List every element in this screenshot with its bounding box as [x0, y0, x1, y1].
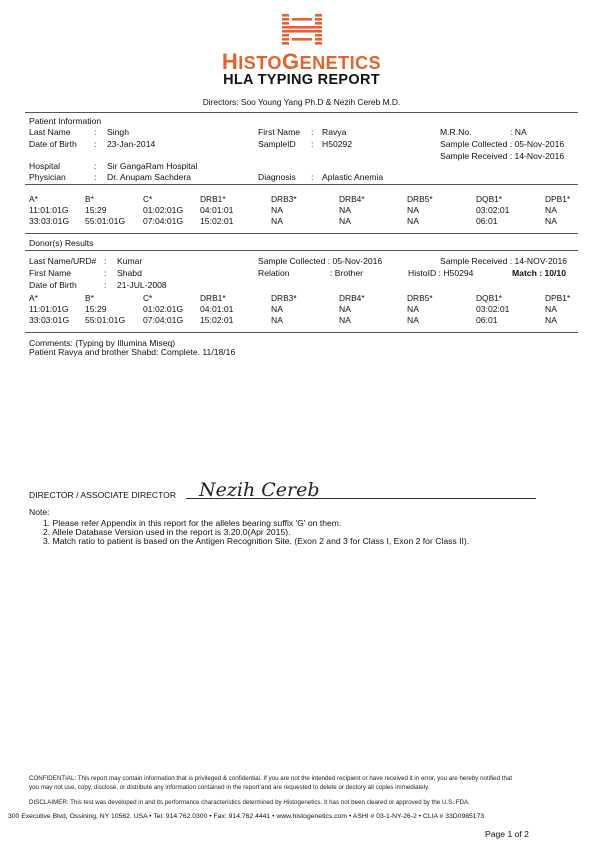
colon: :	[104, 280, 107, 290]
hla-column-header: C*	[143, 293, 153, 303]
confidential-line-2: you may not use, copy, disclose, or distribute any information contained in the report and are requested to delete or destory all copies immediately.	[29, 784, 430, 791]
colon: :	[104, 256, 107, 266]
report-title: HLA TYPING REPORT	[223, 72, 380, 88]
hla-column-header: DPB1*	[545, 293, 571, 303]
disclaimer: DISCLAIMER: This test was developed in and its performance characteristics determined by Histogenetics. It has not been cleared or approved by the U.S. FDA.	[29, 799, 470, 806]
hla-column-header: DRB5*	[407, 194, 433, 204]
hla-cell: 11:01:01G	[29, 205, 69, 215]
patient-sample-collected: Sample Collected : 05-Nov-2016	[440, 139, 565, 149]
hla-cell: NA	[339, 205, 351, 215]
hla-column-header: C*	[143, 194, 153, 204]
relation-label: Relation	[258, 268, 290, 278]
sampleid-value: H50292	[322, 139, 353, 149]
hla-cell: 01:02:01G	[143, 205, 184, 215]
hla-cell: 15:02:01	[200, 216, 234, 226]
hla-cell: NA	[545, 205, 557, 215]
hla-column-header: DQB1*	[476, 194, 503, 204]
note-item: 3. Match ratio to patient is based on the Antigen Recognition Site. (Exon 2 and 3 for Class I, Exon 2 for Class II).	[43, 536, 470, 546]
patient-last-name: Singh	[107, 127, 129, 137]
colon: :	[311, 139, 314, 149]
hla-cell: 06:01	[476, 216, 498, 226]
hla-cell: NA	[407, 315, 419, 325]
signature-label: DIRECTOR / ASSOCIATE DIRECTOR	[29, 490, 177, 500]
donor-last-name-label: Last Name/URD#	[29, 256, 97, 266]
hospital-label: Hospital	[29, 161, 61, 171]
hla-column-header: DRB5*	[407, 293, 433, 303]
diagnosis-label: Diagnosis	[258, 172, 296, 182]
hla-cell: 04:01:01	[200, 304, 234, 314]
patient-dob: 23-Jan-2014	[107, 139, 156, 149]
mrno-label: M.R.No.	[440, 127, 472, 137]
donor-dob-label: Date of Birth	[29, 280, 77, 290]
note-item: 2. Allele Database Version used in the report is 3.20.0(Apr 2015).	[43, 527, 291, 537]
colon: :	[94, 172, 97, 182]
hla-cell: NA	[407, 216, 419, 226]
hla-cell: 07:04:01G	[143, 216, 184, 226]
histogenetics-logo-icon	[280, 14, 324, 48]
hla-cell: NA	[339, 216, 351, 226]
patient-sample-received: Sample Received : 14-Nov-2016	[440, 151, 565, 161]
hla-cell: 33:03:01G	[29, 315, 70, 325]
hla-cell: NA	[545, 304, 557, 314]
patient-first-name-label: First Name	[258, 127, 301, 137]
note-item: 1. Please refer Appendix in this report for the alleles bearing suffix 'G' on them.	[43, 518, 342, 528]
match-ratio: Match : 10/10	[512, 268, 566, 278]
hla-column-header: DQB1*	[476, 293, 503, 303]
address-line: 300 Executive Blvd, Ossining, NY 10562. USA • Tel: 914.762.0300 • Fax: 914.762.4441 • www.histogenetics.com • ASHI # 03-1-NY-26-2 • CLIA # 33D0985173	[8, 813, 485, 820]
hla-cell: NA	[407, 304, 419, 314]
hla-column-header: DRB3*	[271, 194, 297, 204]
brand-name: HISTOGENETICS	[221, 49, 382, 74]
histoid-value: HistoID : H50294	[408, 268, 474, 278]
hla-cell: 15:29	[85, 205, 107, 215]
hla-cell: 04:01:01	[200, 205, 234, 215]
hla-cell: NA	[271, 205, 283, 215]
hla-column-header: DRB3*	[271, 293, 297, 303]
colon: :	[94, 139, 97, 149]
hla-cell: 01:02:01G	[143, 304, 184, 314]
divider	[25, 184, 578, 185]
relation-value: : Brother	[330, 268, 363, 278]
colon: :	[311, 127, 314, 137]
comments-line-1: Comments: (Typing by Illumina Miseq)	[29, 338, 176, 348]
physician-value: Dr. Anupam Sachdera	[107, 172, 192, 182]
hla-column-header: B*	[85, 194, 94, 204]
donor-dob: 21-JUL-2008	[117, 280, 167, 290]
hla-cell: NA	[339, 304, 351, 314]
divider	[25, 233, 578, 234]
hla-column-header: B*	[85, 293, 94, 303]
patient-last-name-label: Last Name	[29, 127, 71, 137]
donor-section-title: Donor(s) Results	[29, 238, 94, 248]
diagnosis-value: Aplastic Anemia	[322, 172, 384, 182]
comments-line-2: Patient Ravya and brother Shabd: Complete. 11/18/16	[29, 347, 236, 357]
page-number: Page 1 of 2	[485, 829, 529, 839]
hla-column-header: DRB1*	[200, 194, 226, 204]
donor-sample-collected: Sample Collected : 05-Nov-2016	[258, 256, 383, 266]
hla-cell: NA	[339, 315, 351, 325]
directors-line: Directors: Soo Young Yang Ph.D & Nezih Cereb M.D.	[202, 97, 401, 107]
patient-section-title: Patient Information	[29, 116, 102, 126]
hla-column-header: DRB1*	[200, 293, 226, 303]
patient-first-name: Ravya	[322, 127, 347, 137]
patient-dob-label: Date of Birth	[29, 139, 77, 149]
confidential-line-1: CONFIDENTIAL: This report may contain information that is privileged & confidential. If you are not the intended recipient or have received it in error, you are hereby notified that	[29, 775, 513, 782]
hla-cell: 55:01:01G	[85, 315, 126, 325]
hla-column-header: DRB4*	[339, 194, 365, 204]
hla-cell: NA	[271, 315, 283, 325]
hla-cell: 11:01:01G	[29, 304, 69, 314]
hla-cell: 15:02:01	[200, 315, 234, 325]
donor-first-name-label: First Name	[29, 268, 72, 278]
hla-column-header: DRB4*	[339, 293, 365, 303]
colon: :	[311, 172, 314, 182]
hla-column-header: DPB1*	[545, 194, 571, 204]
colon: :	[94, 127, 97, 137]
hla-cell: NA	[407, 205, 419, 215]
divider	[25, 250, 578, 251]
hla-cell: NA	[545, 315, 557, 325]
mrno-value: : NA	[510, 127, 527, 137]
signature-text: Nezih Cereb	[199, 479, 320, 501]
donor-sample-received: Sample Received : 14-NOV-2016	[440, 256, 568, 266]
donor-last-name: Kumar	[117, 256, 143, 266]
divider	[25, 112, 578, 113]
hospital-value: Sir GangaRam Hospital	[107, 161, 198, 171]
physician-label: Physician	[29, 172, 66, 182]
colon: :	[104, 268, 107, 278]
notes-title: Note:	[29, 507, 50, 517]
hla-column-header: A*	[29, 293, 38, 303]
hla-cell: 33:03:01G	[29, 216, 70, 226]
divider	[25, 332, 578, 333]
hla-cell: 07:04:01G	[143, 315, 184, 325]
hla-cell: NA	[545, 216, 557, 226]
hla-cell: 15:29	[85, 304, 107, 314]
hla-cell: NA	[271, 216, 283, 226]
colon: :	[94, 161, 97, 171]
hla-cell: 03:02:01	[476, 205, 510, 215]
hla-cell: NA	[271, 304, 283, 314]
hla-cell: 03:02:01	[476, 304, 510, 314]
hla-cell: 06:01	[476, 315, 498, 325]
donor-first-name: Shabd	[117, 268, 142, 278]
hla-column-header: A*	[29, 194, 38, 204]
sampleid-label: SampleID	[258, 139, 296, 149]
signature-image	[195, 474, 365, 504]
hla-cell: 55:01:01G	[85, 216, 126, 226]
